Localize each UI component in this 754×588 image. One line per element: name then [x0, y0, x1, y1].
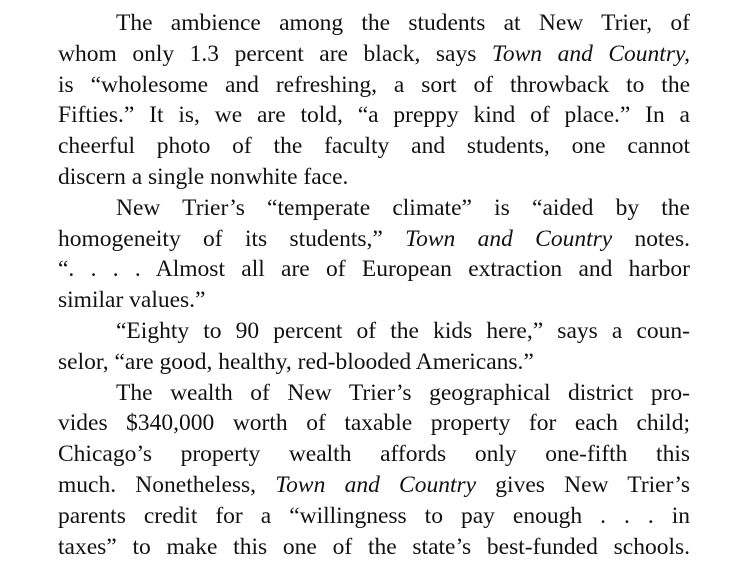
line-text: parents credit for a “willingness to pay enough . . . in — [58, 502, 690, 529]
text-line — [58, 468, 690, 502]
line-text: Chicago’s property wealth affords only one-fifth this — [58, 441, 690, 468]
text-line — [58, 129, 690, 163]
text-line — [58, 406, 690, 440]
line-text: taxes” to make this one of the state’s best-funded schools. — [58, 533, 690, 560]
text-line — [58, 6, 690, 40]
line-text: selor, “are good, healthy, red-blooded Americans.” — [58, 348, 534, 375]
line-text: similar values.” — [58, 287, 206, 314]
text-line — [58, 314, 690, 348]
italic-title-text: Town and Country — [275, 472, 477, 498]
line-text: homogeneity of its students,” — [58, 225, 406, 252]
text-line — [58, 499, 690, 533]
line-text: vides $340,000 worth of taxable property for each child; — [58, 410, 690, 437]
line-text: notes. — [612, 225, 690, 252]
text-line — [58, 68, 690, 102]
line-text: New Trier’s “temperate climate” is “aided by the — [116, 194, 690, 221]
italic-title-text: Town and Country — [405, 225, 613, 252]
line-text: is “wholesome and refreshing, a sort of throwback to the — [58, 71, 690, 98]
line-text: “Eighty to 90 percent of the kids here,” says a coun- — [116, 318, 690, 344]
text-line — [58, 160, 690, 194]
text-line — [58, 530, 690, 564]
line-text: cheerful photo of the faculty and students, one cannot — [58, 133, 690, 160]
line-text: much. Nonetheless, — [58, 472, 276, 498]
line-text: The wealth of New Trier’s geographical district pro- — [116, 379, 690, 406]
text-line — [58, 283, 690, 317]
line-text: Fifties.” It is, we are told, “a preppy kind of place.” In a — [58, 102, 690, 129]
text-line — [58, 376, 690, 410]
line-text: The ambience among the students at New Trier, of — [116, 10, 690, 36]
text-line — [58, 222, 690, 256]
line-text: “. . . . Almost all are of European extraction and harbor — [58, 256, 690, 283]
text-line — [58, 437, 690, 471]
text-line — [58, 37, 690, 71]
line-text: gives New Trier’s — [476, 472, 690, 498]
text-line — [58, 252, 690, 286]
italic-title-text: Town and Country, — [491, 40, 690, 67]
text-line — [58, 191, 690, 225]
line-text: discern a single nonwhite face. — [58, 164, 349, 190]
line-text: whom only 1.3 percent are black, says — [58, 40, 492, 67]
text-line — [58, 98, 690, 132]
text-line — [58, 345, 690, 379]
